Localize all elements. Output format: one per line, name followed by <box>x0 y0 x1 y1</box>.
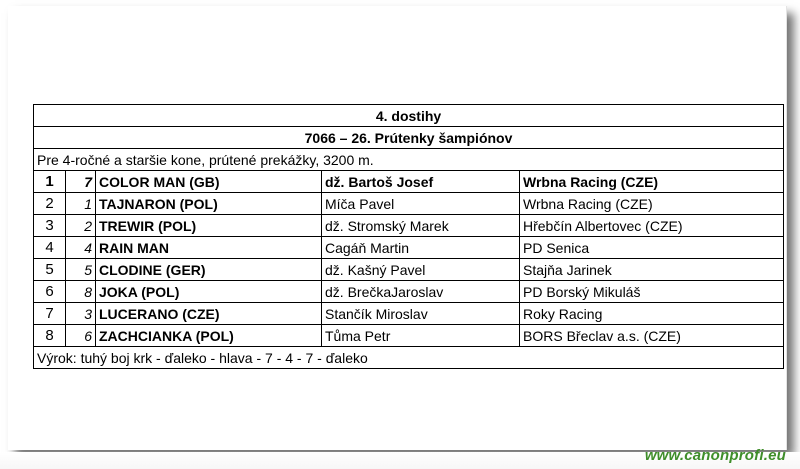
table-row <box>34 325 784 347</box>
owner-cell: Roky Racing <box>520 303 784 325</box>
race-title-row <box>34 105 784 127</box>
watermark: www.canonprofi.eu <box>644 447 786 464</box>
place-cell: 3 <box>34 215 66 237</box>
number-cell: 3 <box>66 303 96 325</box>
place-cell: 1 <box>34 171 66 193</box>
number-cell: 6 <box>66 325 96 347</box>
horse-cell: RAIN MAN <box>96 237 322 259</box>
number-cell: 4 <box>66 237 96 259</box>
owner-cell: Hřebčín Albertovec (CZE) <box>520 215 784 237</box>
table-row <box>34 303 784 325</box>
owner-cell: Wrbna Racing (CZE) <box>520 193 784 215</box>
owner-cell: Stajňa Jarinek <box>520 259 784 281</box>
horse-cell: COLOR MAN (GB) <box>96 171 322 193</box>
table-row <box>34 215 784 237</box>
horse-cell: JOKA (POL) <box>96 281 322 303</box>
number-cell: 7 <box>66 171 96 193</box>
jockey-cell: dž. Kašný Pavel <box>322 259 520 281</box>
horse-cell: TREWIR (POL) <box>96 215 322 237</box>
jockey-cell: dž. BrečkaJaroslav <box>322 281 520 303</box>
owner-cell: PD Senica <box>520 237 784 259</box>
race-subtitle: 7066 – 26. Prútenky šampiónov <box>34 127 784 149</box>
race-conditions-row <box>34 149 784 171</box>
result-note-row <box>34 347 784 369</box>
owner-cell: BORS Břeclav a.s. (CZE) <box>520 325 784 347</box>
jockey-cell: dž. Stromský Marek <box>322 215 520 237</box>
horse-cell: LUCERANO (CZE) <box>96 303 322 325</box>
jockey-cell: Cagáň Martin <box>322 237 520 259</box>
document-sheet <box>8 6 787 450</box>
place-cell: 5 <box>34 259 66 281</box>
number-cell: 5 <box>66 259 96 281</box>
number-cell: 8 <box>66 281 96 303</box>
table-row <box>34 237 784 259</box>
horse-cell: ZACHCIANKA (POL) <box>96 325 322 347</box>
place-cell: 8 <box>34 325 66 347</box>
race-subtitle-row <box>34 127 784 149</box>
race-conditions: Pre 4-ročné a staršie kone, prútené prekážky, 3200 m. <box>34 149 784 171</box>
horse-cell: TAJNARON (POL) <box>96 193 322 215</box>
place-cell: 2 <box>34 193 66 215</box>
jockey-cell: Tůma Petr <box>322 325 520 347</box>
jockey-cell: Stančík Miroslav <box>322 303 520 325</box>
place-cell: 7 <box>34 303 66 325</box>
jockey-cell: dž. Bartoš Josef <box>322 171 520 193</box>
table-row <box>34 281 784 303</box>
table-row <box>34 171 784 193</box>
number-cell: 1 <box>66 193 96 215</box>
jockey-cell: Míča Pavel <box>322 193 520 215</box>
result-note: Výrok: tuhý boj krk - ďaleko - hlava - 7 - 4 - 7 - ďaleko <box>34 347 784 369</box>
table-row <box>34 193 784 215</box>
owner-cell: PD Borský Mikuláš <box>520 281 784 303</box>
horse-cell: CLODINE (GER) <box>96 259 322 281</box>
number-cell: 2 <box>66 215 96 237</box>
race-results-table <box>33 104 784 369</box>
race-title: 4. dostihy <box>34 105 784 127</box>
place-cell: 6 <box>34 281 66 303</box>
table-row <box>34 259 784 281</box>
owner-cell: Wrbna Racing (CZE) <box>520 171 784 193</box>
place-cell: 4 <box>34 237 66 259</box>
